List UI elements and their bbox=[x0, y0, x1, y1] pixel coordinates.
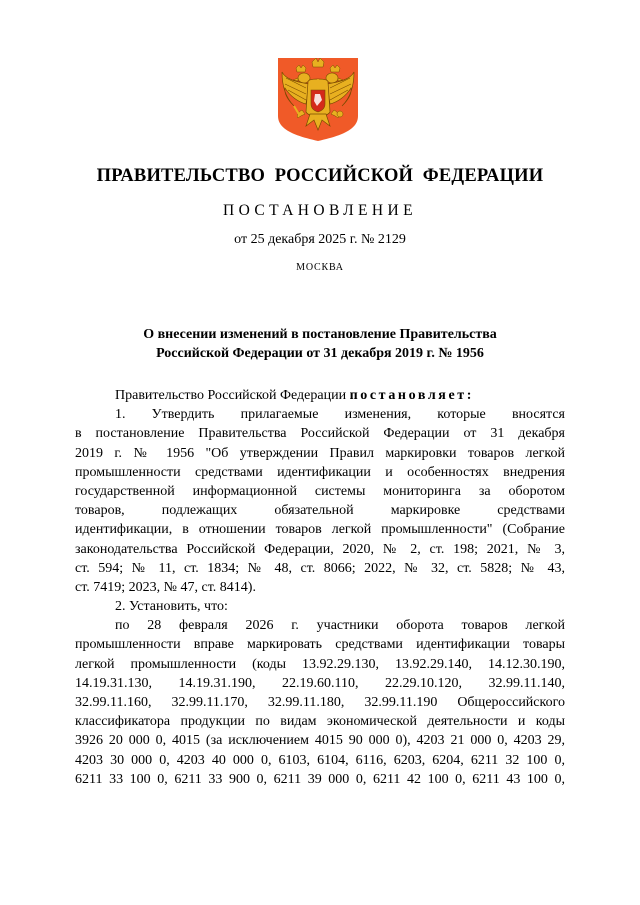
body-line: 32.99.11.160, 32.99.11.170, 32.99.11.180, 32.99.11.190 Общероссийского bbox=[75, 695, 565, 710]
body-line: легкой промышленности (коды 13.92.29.130, 13.92.29.140, 14.12.30.190, bbox=[75, 656, 565, 672]
body-line: 14.19.31.130, 14.19.31.190, 22.19.60.110, 22.29.10.120, 32.99.11.140, bbox=[75, 675, 565, 691]
body-line: 2. Установить, что: bbox=[115, 599, 228, 615]
body-line: 4203 30 000 0, 4203 40 000 0, 6103, 6104, 6116, 6203, 6204, 6211 32 100 0, bbox=[75, 752, 565, 768]
body-line: промышленности вправе маркировать средствами идентификации товары bbox=[75, 637, 565, 653]
document-subject bbox=[0, 325, 640, 363]
body-line: законодательства Российской Федерации, 2020, № 2, ст. 198; 2021, № 3, bbox=[75, 541, 565, 557]
body-line: 3926 20 000 0, 4015 (за исключением 4015 90 000 0), 4203 21 000 0, 4203 29, bbox=[75, 733, 565, 749]
subject-line: О внесении изменений в постановление Правительства bbox=[143, 327, 497, 342]
intro-text: Правительство Российской Федерации bbox=[115, 388, 350, 403]
document-body bbox=[75, 386, 565, 789]
body-line: ст. 594; № 11, ст. 1834; № 48, ст. 8066; 2022, № 32, ст. 5828; № 43, bbox=[75, 560, 565, 576]
intro-paragraph bbox=[75, 386, 565, 405]
body-line: идентификации, в отношении товаров легкой промышленности" (Собрание bbox=[75, 522, 565, 538]
body-line: промышленности средствами идентификации и особенностях внедрения bbox=[75, 464, 565, 480]
body-line: в постановление Правительства Российской Федерации от 31 декабря bbox=[75, 426, 565, 442]
body-line: классификатора продукции по видам экономической деятельности и коды bbox=[75, 714, 565, 730]
body-line: по 28 февраля 2026 г. участники оборота товаров легкой bbox=[115, 618, 565, 634]
document-type: ПОСТАНОВЛЕНИЕ bbox=[223, 202, 417, 219]
body-line: ст. 7419; 2023, № 47, ст. 8414). bbox=[75, 579, 256, 595]
russian-coat-of-arms-icon bbox=[276, 56, 360, 142]
body-line: 6211 33 100 0, 6211 33 900 0, 6211 39 000 0, 6211 42 100 0, 6211 43 100 0, bbox=[75, 771, 565, 787]
body-line: государственной информационной системы мониторинга за оборотом bbox=[75, 483, 565, 499]
body-line: 1. Утвердить прилагаемые изменения, которые вносятся bbox=[115, 407, 565, 423]
document-city: МОСКВА bbox=[296, 262, 344, 273]
decides-word: постановляет: bbox=[349, 388, 474, 403]
body-line: 2019 г. № 1956 "Об утверждении Правил маркировки товаров легкой bbox=[75, 445, 565, 461]
government-title: ПРАВИТЕЛЬСТВО РОССИЙСКОЙ ФЕДЕРАЦИИ bbox=[96, 166, 544, 186]
document-date-number: от 25 декабря 2025 г. № 2129 bbox=[234, 232, 406, 247]
body-line: товаров, подлежащих обязательной маркировке средствами bbox=[75, 503, 565, 519]
subject-line: Российской Федерации от 31 декабря 2019 г. № 1956 bbox=[156, 346, 484, 361]
